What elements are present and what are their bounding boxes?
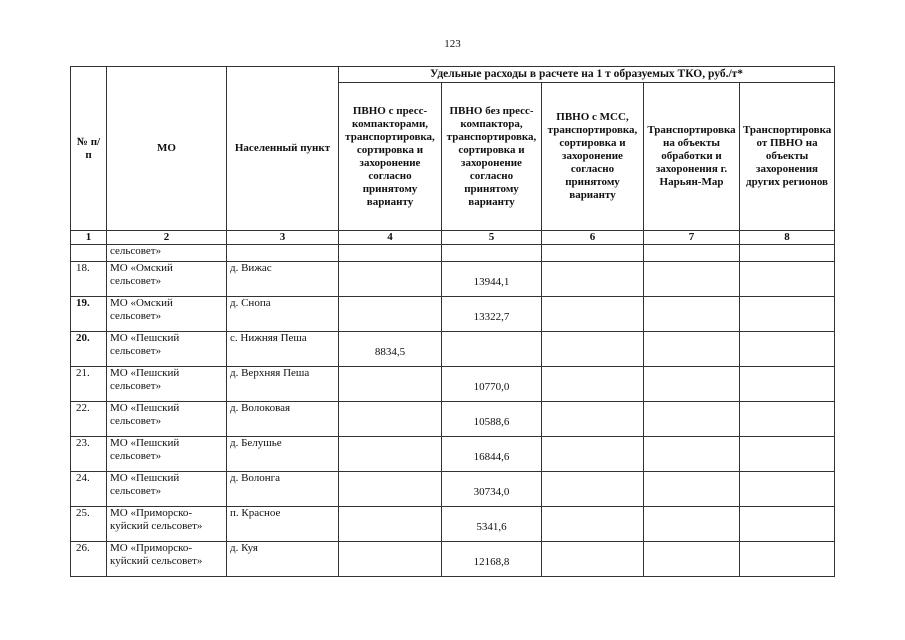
table-row xyxy=(71,262,835,297)
colnum-6: 6 xyxy=(542,231,644,245)
row-mo: МО «Приморско-куйский сельсовет» xyxy=(107,542,227,577)
row-col7-value xyxy=(644,507,740,542)
row-settlement: д. Верхняя Пеша xyxy=(227,367,339,402)
row-col7-value xyxy=(644,262,740,297)
row-col8-value xyxy=(740,297,835,332)
continuation-mo: сельсовет» xyxy=(107,245,227,262)
row-col5-value: 5341,6 xyxy=(442,507,542,542)
row-col8-value xyxy=(740,437,835,472)
row-mo: МО «Пешский сельсовет» xyxy=(107,332,227,367)
table-row xyxy=(71,437,835,472)
row-col6-value xyxy=(542,297,644,332)
row-col5-value: 10770,0 xyxy=(442,367,542,402)
row-mo: МО «Пешский сельсовет» xyxy=(107,437,227,472)
row-col4-value xyxy=(339,507,442,542)
row-mo: МО «Пешский сельсовет» xyxy=(107,472,227,507)
row-col4-value xyxy=(339,262,442,297)
row-settlement: д. Снопа xyxy=(227,297,339,332)
row-col6-value xyxy=(542,542,644,577)
table-row xyxy=(71,297,835,332)
row-number: 18. xyxy=(71,262,107,297)
row-col4-value xyxy=(339,297,442,332)
row-col6-value xyxy=(542,262,644,297)
colnum-2: 2 xyxy=(107,231,227,245)
header-sub-4: Транспортировка на объекты обработки и захоронения г. Нарьян-Мар xyxy=(644,83,740,231)
header-sub-5: Транспортировка от ПВНО на объекты захоронения других регионов xyxy=(740,83,835,231)
row-col4-value xyxy=(339,542,442,577)
row-settlement: д. Белушье xyxy=(227,437,339,472)
row-col4-value xyxy=(339,402,442,437)
row-col6-value xyxy=(542,402,644,437)
row-mo: МО «Пешский сельсовет» xyxy=(107,367,227,402)
row-col6-value xyxy=(542,472,644,507)
row-col5-value xyxy=(442,332,542,367)
row-col5-value: 16844,6 xyxy=(442,437,542,472)
colnum-5: 5 xyxy=(442,231,542,245)
row-settlement: с. Нижняя Пеша xyxy=(227,332,339,367)
row-col6-value xyxy=(542,437,644,472)
row-col6-value xyxy=(542,367,644,402)
row-col7-value xyxy=(644,437,740,472)
row-settlement: д. Куя xyxy=(227,542,339,577)
row-col5-value: 12168,8 xyxy=(442,542,542,577)
table-row xyxy=(71,402,835,437)
expenses-table xyxy=(70,66,835,577)
row-col4-value: 8834,5 xyxy=(339,332,442,367)
table-row xyxy=(71,507,835,542)
row-col5-value: 13322,7 xyxy=(442,297,542,332)
row-mo: МО «Омский сельсовет» xyxy=(107,297,227,332)
row-col7-value xyxy=(644,402,740,437)
header-sub-3: ПВНО с МСС, транспортировка, сортировка и захоронение согласно принятому варианту xyxy=(542,83,644,231)
row-mo: МО «Приморско-куйский сельсовет» xyxy=(107,507,227,542)
table-row xyxy=(71,472,835,507)
header-group-title: Удельные расходы в расчете на 1 т образуемых ТКО, руб./т* xyxy=(339,67,835,83)
header-sub-2: ПВНО без пресс-компактора, транспортировка, сортировка и захоронение согласно принятому варианту xyxy=(442,83,542,231)
row-col8-value xyxy=(740,332,835,367)
table-row xyxy=(71,332,835,367)
colnum-7: 7 xyxy=(644,231,740,245)
row-col4-value xyxy=(339,367,442,402)
row-col7-value xyxy=(644,472,740,507)
row-settlement: д. Вижас xyxy=(227,262,339,297)
row-col8-value xyxy=(740,262,835,297)
row-number: 24. xyxy=(71,472,107,507)
row-col5-value: 10588,6 xyxy=(442,402,542,437)
row-settlement: д. Волоковая xyxy=(227,402,339,437)
row-col4-value xyxy=(339,472,442,507)
table-row xyxy=(71,542,835,577)
row-number: 26. xyxy=(71,542,107,577)
row-col8-value xyxy=(740,507,835,542)
colnum-4: 4 xyxy=(339,231,442,245)
row-col8-value xyxy=(740,367,835,402)
row-col6-value xyxy=(542,332,644,367)
row-col8-value xyxy=(740,472,835,507)
colnum-1: 1 xyxy=(71,231,107,245)
row-col6-value xyxy=(542,507,644,542)
row-number: 21. xyxy=(71,367,107,402)
row-number: 19. xyxy=(71,297,107,332)
row-settlement: д. Волонга xyxy=(227,472,339,507)
row-col4-value xyxy=(339,437,442,472)
header-num: № п/п xyxy=(71,67,107,231)
header-settlement: Населенный пункт xyxy=(227,67,339,231)
row-number: 20. xyxy=(71,332,107,367)
row-mo: МО «Омский сельсовет» xyxy=(107,262,227,297)
header-sub-1: ПВНО с пресс-компакторами, транспортировка, сортировка и захоронение согласно принятому варианту xyxy=(339,83,442,231)
continuation-row xyxy=(71,245,835,262)
row-col8-value xyxy=(740,542,835,577)
row-mo: МО «Пешский сельсовет» xyxy=(107,402,227,437)
colnum-3: 3 xyxy=(227,231,339,245)
row-col7-value xyxy=(644,332,740,367)
row-col5-value: 30734,0 xyxy=(442,472,542,507)
row-settlement: п. Красное xyxy=(227,507,339,542)
table-body xyxy=(71,262,835,577)
table-row xyxy=(71,367,835,402)
row-col7-value xyxy=(644,367,740,402)
header-mo: МО xyxy=(107,67,227,231)
row-col5-value: 13944,1 xyxy=(442,262,542,297)
row-number: 25. xyxy=(71,507,107,542)
row-number: 23. xyxy=(71,437,107,472)
page-number: 123 xyxy=(444,38,461,50)
row-col7-value xyxy=(644,297,740,332)
row-number: 22. xyxy=(71,402,107,437)
row-col8-value xyxy=(740,402,835,437)
row-col7-value xyxy=(644,542,740,577)
colnum-8: 8 xyxy=(740,231,835,245)
